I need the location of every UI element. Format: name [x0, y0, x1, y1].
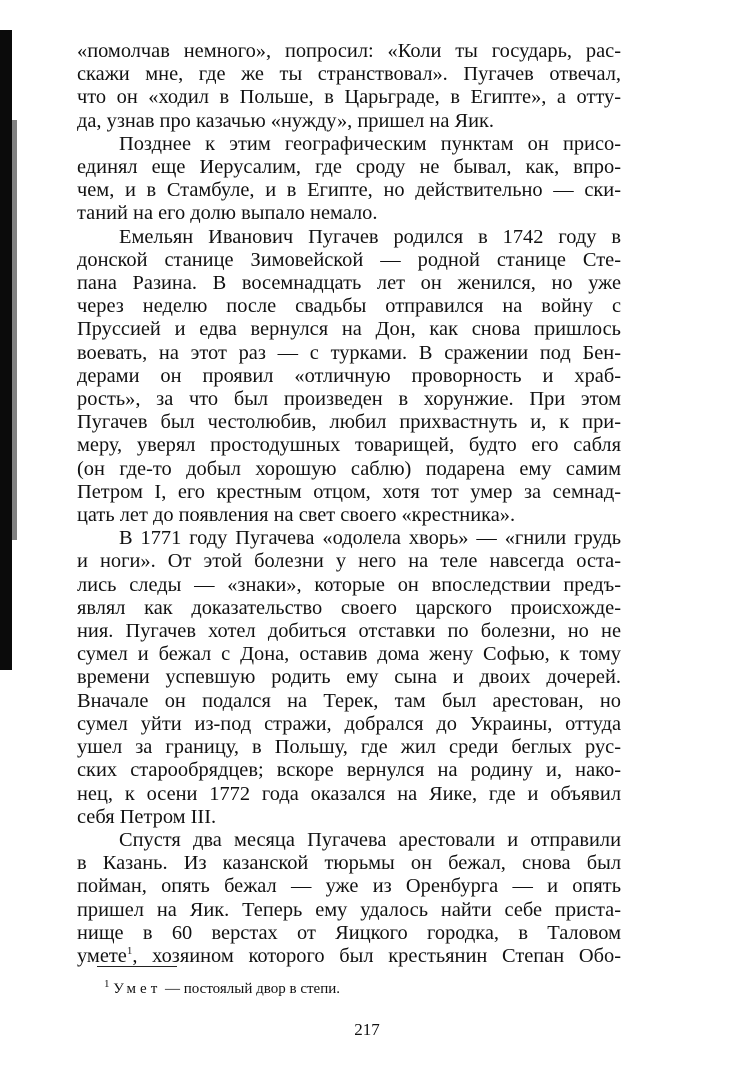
text-fragment: , хозяином которого был крестьянин Степан Обо-: [132, 944, 621, 967]
text-line: Вначале он подался на Терек, там был арестован, но: [77, 689, 621, 712]
text-line: (он где-то добыл хорошую саблю) подарена ему самим: [77, 457, 621, 480]
paragraph-4: [77, 527, 621, 829]
text-line: меру, уверял простодушных товарищей, будто его сабля: [77, 434, 621, 457]
footnote-mark: 1: [104, 978, 110, 990]
footnote-text: — постоялый двор в степи.: [161, 981, 341, 997]
paragraph-1: [77, 40, 621, 133]
text-line: и ноги». От этой болезни у него на теле навсегда оста-: [77, 550, 621, 573]
text-line: таний на его долю выпало немало.: [77, 202, 378, 225]
text-line: «помолчав немного», попросил: «Коли ты государь, рас-: [77, 40, 621, 62]
text-line: пришел на Яик. Теперь ему удалось найти себе приста-: [77, 898, 621, 921]
text-line: Петром I, его крестным отцом, хотя тот умер за семнад-: [77, 480, 621, 503]
binding-shadow: [0, 30, 12, 670]
text-line: себя Петром III.: [77, 805, 217, 828]
text-line: Пугачев был честолюбив, любил прихвастнуть и, к при-: [77, 411, 621, 434]
text-line: сумел уйти из-под стражи, добрался до Украины, оттуда: [77, 712, 621, 735]
text-line: ния. Пугачев хотел добиться отставки по болезни, но не: [77, 620, 621, 643]
paragraph-5: [77, 829, 621, 968]
text-line: пана Разина. В восемнадцать лет он женился, но уже: [77, 272, 621, 295]
text-line: нец, к осени 1772 года оказался на Яике, где и объявил: [77, 782, 621, 805]
footnote-separator: [97, 966, 177, 967]
text-line: лись следы — «знаки», которые он впоследствии предъ-: [77, 573, 621, 596]
text-line: Емельян Иванович Пугачев родился в 1742 году в: [119, 225, 621, 248]
text-line: в Казань. Из казанской тюрьмы он бежал, снова был: [77, 852, 621, 875]
text-line: воевать, на этот раз — с турками. В сражении под Бен-: [77, 341, 621, 364]
footnote: [104, 980, 340, 998]
text-line: сумел и бежал с Дона, оставив дома жену Софью, к тому: [77, 643, 621, 666]
main-text: [77, 40, 621, 968]
page-number: 217: [354, 1020, 380, 1039]
footnote-term: Умет: [113, 981, 162, 997]
text-line: через неделю после свадьбы отправился на войну с: [77, 295, 621, 318]
text-line: донской станице Зимовейской — родной станице Сте-: [77, 248, 621, 271]
text-line: времени успевшую родить ему сына и двоих дочерей.: [77, 666, 621, 689]
text-line: цать лет до появления на свет своего «крестника».: [77, 504, 516, 527]
text-line: Позднее к этим географическим пунктам он присо-: [119, 132, 621, 155]
paragraph-3: [77, 226, 621, 528]
text-line: скажи мне, где же ты странствовал». Пугачев отвечал,: [77, 63, 621, 86]
text-line: единял еще Иерусалим, где сроду не бывал, как, впро-: [77, 156, 621, 179]
text-line: Спустя два месяца Пугачева арестовали и отправили: [119, 828, 621, 851]
text-line: чем, и в Стамбуле, и в Египте, но действительно — ски-: [77, 179, 621, 202]
text-line: рость», за что был произведен в хорунжие. При этом: [77, 388, 621, 411]
text-line: пойман, опять бежал — уже из Оренбурга — и опять: [77, 875, 621, 898]
text-line: являл как доказательство своего царского происхожде-: [77, 596, 621, 619]
text-line: [77, 945, 621, 968]
text-line: Пруссией и едва вернулся на Дон, как снова пришлось: [77, 318, 621, 341]
binding-shadow-secondary: [12, 120, 17, 540]
text-fragment: умете: [77, 944, 127, 967]
footnote-reference: 1: [126, 945, 133, 958]
text-line: что он «ходил в Польше, в Царьграде, в Египте», а отту-: [77, 86, 621, 109]
text-line: дерами он проявил «отличную проворность и храб-: [77, 364, 621, 387]
paragraph-2: [77, 133, 621, 226]
text-line: В 1771 году Пугачева «одолела хворь» — «гнили грудь: [119, 527, 621, 550]
text-line: ушел за границу, в Польшу, где жил среди беглых рус-: [77, 736, 621, 759]
text-line: да, узнав про казачью «нужду», пришел на Яик.: [77, 109, 494, 132]
text-line: нище в 60 верстах от Яицкого городка, в Таловом: [77, 921, 621, 944]
text-line: ских старообрядцев; вскоре вернулся на родину и, нако-: [77, 759, 621, 782]
